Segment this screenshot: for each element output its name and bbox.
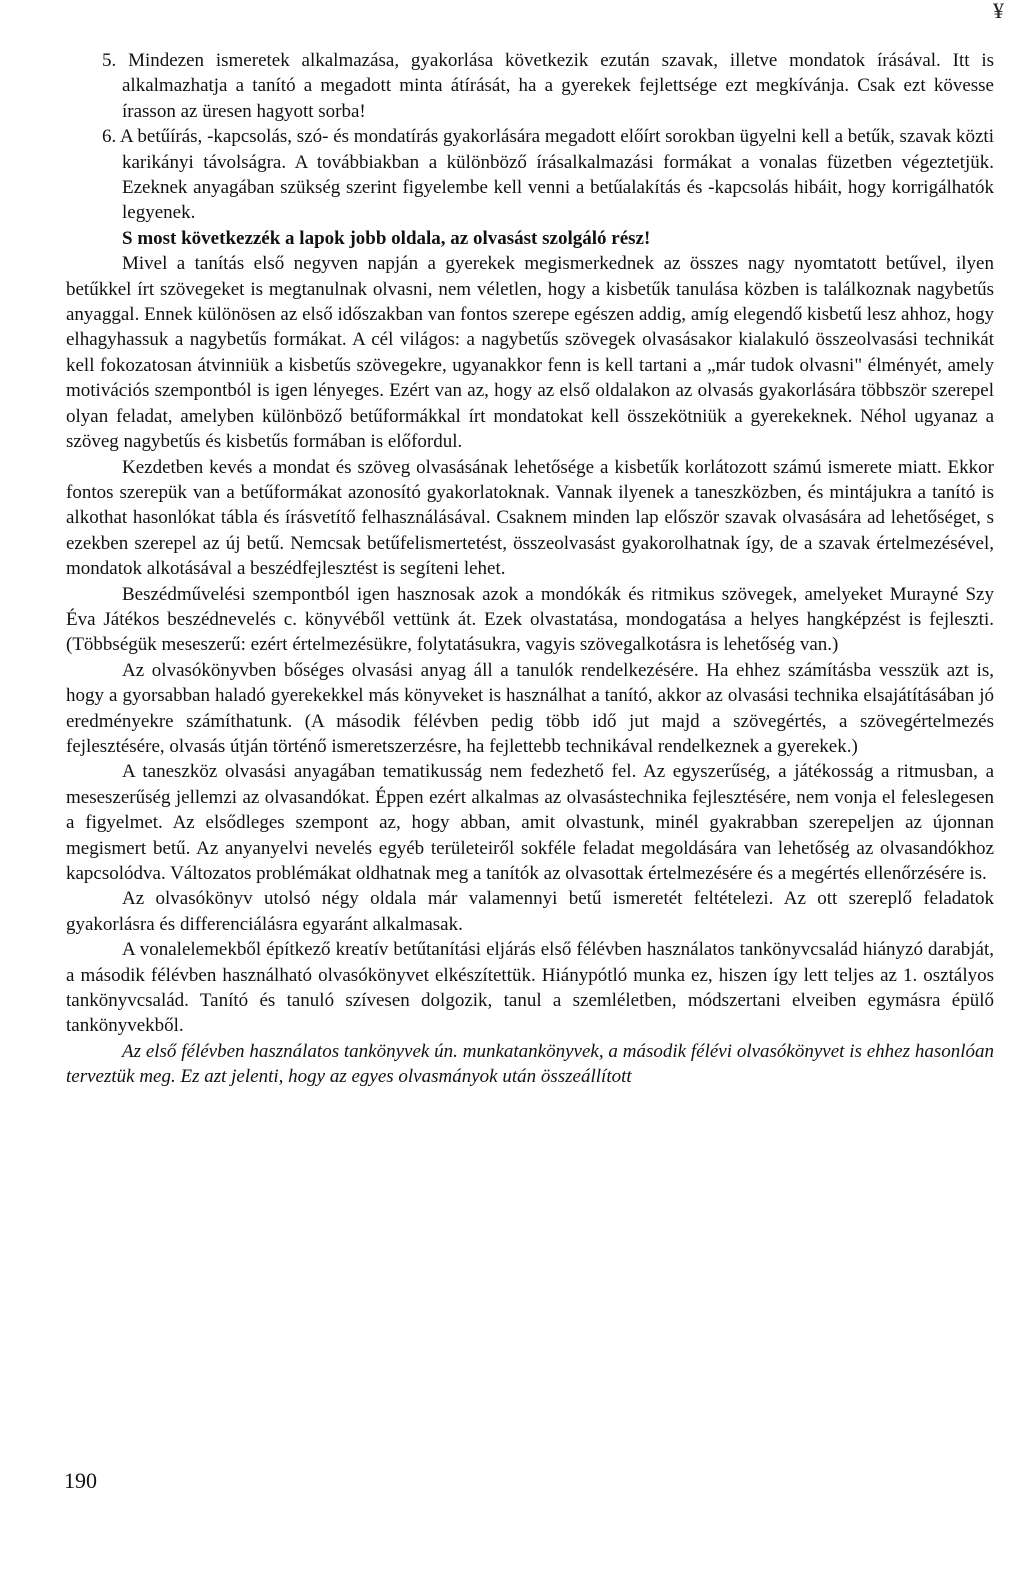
paragraph-7: A vonalelemekből építkező kreatív betűtanítási eljárás első félévben használatos tankönyvcsalád hiányzó darabját, a második félévben használható olvasókönyvet elkészítettük. Hiánypótló munka ez, hiszen így lett teljes az 1. osztályos tankönyvcsalád. Tanító és tanuló szívesen dolgozik, tanul a szemléletben, módszertani elveiben egymásra épülő tankönyvekből. <box>66 939 994 1037</box>
paragraph-5: A taneszköz olvasási anyagában tematikusság nem fedezhető fel. Az egyszerűség, a játékosság a ritmusban, a meseszerűség jellemzi az olvasandókat. Éppen ezért alkalmas az olvasástechnika fejlesztésére, nem vonja el feleslegesen a figyelmet. Az elsődleges szempont az, hogy abban, amit olvastunk, minél gyakrabban szerepeljen az újonnan megismert betű. Az anyanyelvi nevelés egyéb területeiről sokféle feladat megoldására van lehetőség az olvasandókhoz kapcsolódva. Változatos problémákat oldhatnak meg a tanítók az olvasottak értelmezésére és a megértés ellenőrzésére is. <box>66 761 994 884</box>
page-number: 190 <box>64 1468 97 1493</box>
paragraph-3: Beszédművelési szempontból igen hasznosak azok a mondókák és ritmikus szövegek, amelyeket Murayné Szy Éva Játékos beszédnevelés c. könyvéből vettünk át. Ezek olvastatása, mondogatása a helyes hangképzést is fejleszti. (Többségük meseszerű: ezért értelmezésükre, folytatásukra, vagyis szövegalkotásra is lehetőség van.) <box>66 583 994 656</box>
text-block <box>66 48 994 1090</box>
paragraph-1: Mivel a tanítás első negyven napján a gyerekek megismerkednek az összes nagy nyomtatott betűvel, ilyen betűkkel írt szövegeket is megtanulnak olvasni, nem véletlen, hogy a kisbetűk tanulása közben is találkoznak nagybetűs anyaggal. Ennek különösen az első időszakban van fontos szerepe egészen addig, amíg elegendő kisbetű lesz ahhoz, hogy elhagyhassuk a nagybetűs formákat. A cél világos: a nagybetűs szövegek olvasásakor kialakuló összeolvasási technikát kell fokozatosan átvinniük a kisbetűs szövegekre, ugyanakkor fenn is kell tartani a „már tudok olvasni" élményét, amely motivációs szempontból is igen lényeges. Ezért van az, hogy az első oldalakon az olvasás gyakorlására többször szerepel olyan feladat, amelyben különböző betűformákkal írt mondatokat kell összekötniük a gyerekeknek. Néhol ugyanaz a szöveg nagybetűs és kisbetűs formában is előfordul. <box>66 253 994 453</box>
corner-mark: ¥ <box>993 0 1004 23</box>
transition-line: S most következzék a lapok jobb oldala, az olvasást szolgáló rész! <box>122 227 651 249</box>
paragraph-2: Kezdetben kevés a mondat és szöveg olvasásának lehetősége a kisbetűk korlátozott számú ismerete miatt. Ekkor fontos szerepük van a betűformákat azonosító gyakorlatoknak. Vannak ilyenek a taneszközben, és mintájukra a tanító is alkothat hasonlókat tábla és írásvetítő felhasználásával. Csaknem minden lap először szavak olvasására ad lehetőséget, s ezekben szerepel az új betű. Nemcsak betűfelismertetést, összeolvasást gyakorolhatnak így, de a szavak értelmezésével, mondatok alkotásával a beszédfejlesztést is segíteni lehet. <box>66 456 994 580</box>
list-item-6: 6. A betűírás, -kapcsolás, szó- és mondatírás gyakorlására megadott előírt sorokban ügyelni kell a betűk, szavak közti karikányi távolságra. A továbbiakban a különböző írásalkalmazási formákat a vonalas füzetben végeztetjük. Ezeknek anyagában szükség szerint figyelembe kell venni a betűalakítás és -kapcsolás hibáit, hogy korrigálhatók legyenek. <box>102 126 994 224</box>
italic-paragraph: Az első félévben használatos tankönyvek ún. munkatankönyvek, a második félévi olvasókönyvet is ehhez hasonlóan terveztük meg. Ez azt jelenti, hogy az egyes olvasmányok után összeállított <box>66 1040 994 1088</box>
paragraph-6: Az olvasókönyv utolsó négy oldala már valamennyi betű ismeretét feltételezi. Az ott szereplő feladatok gyakorlásra és differenciálásra egyaránt alkalmasak. <box>66 888 994 935</box>
paragraph-4: Az olvasókönyvben bőséges olvasási anyag áll a tanulók rendelkezésére. Ha ehhez számításba vesszük azt is, hogy a gyorsabban haladó gyerekekkel más könyveket is használhat a tanító, akkor az olvasási technika elsajátításában jó eredményekre számíthatunk. (A második félévben pedig több idő jut majd a szövegértés, a szövegértelmezés fejlesztésére, olvasás útján történő ismeretszerzésre, ha fejlettebb technikával rendelkeznek a gyerekek.) <box>66 659 994 757</box>
list-item-5: 5. Mindezen ismeretek alkalmazása, gyakorlása következik ezután szavak, illetve mondatok írásával. Itt is alkalmazhatja a tanító a megadott minta átírását, ha a gyerekek fejlettsége ezt megkívánja. Csak ezt kövesse írasson az üresen hagyott sorba! <box>102 50 994 122</box>
